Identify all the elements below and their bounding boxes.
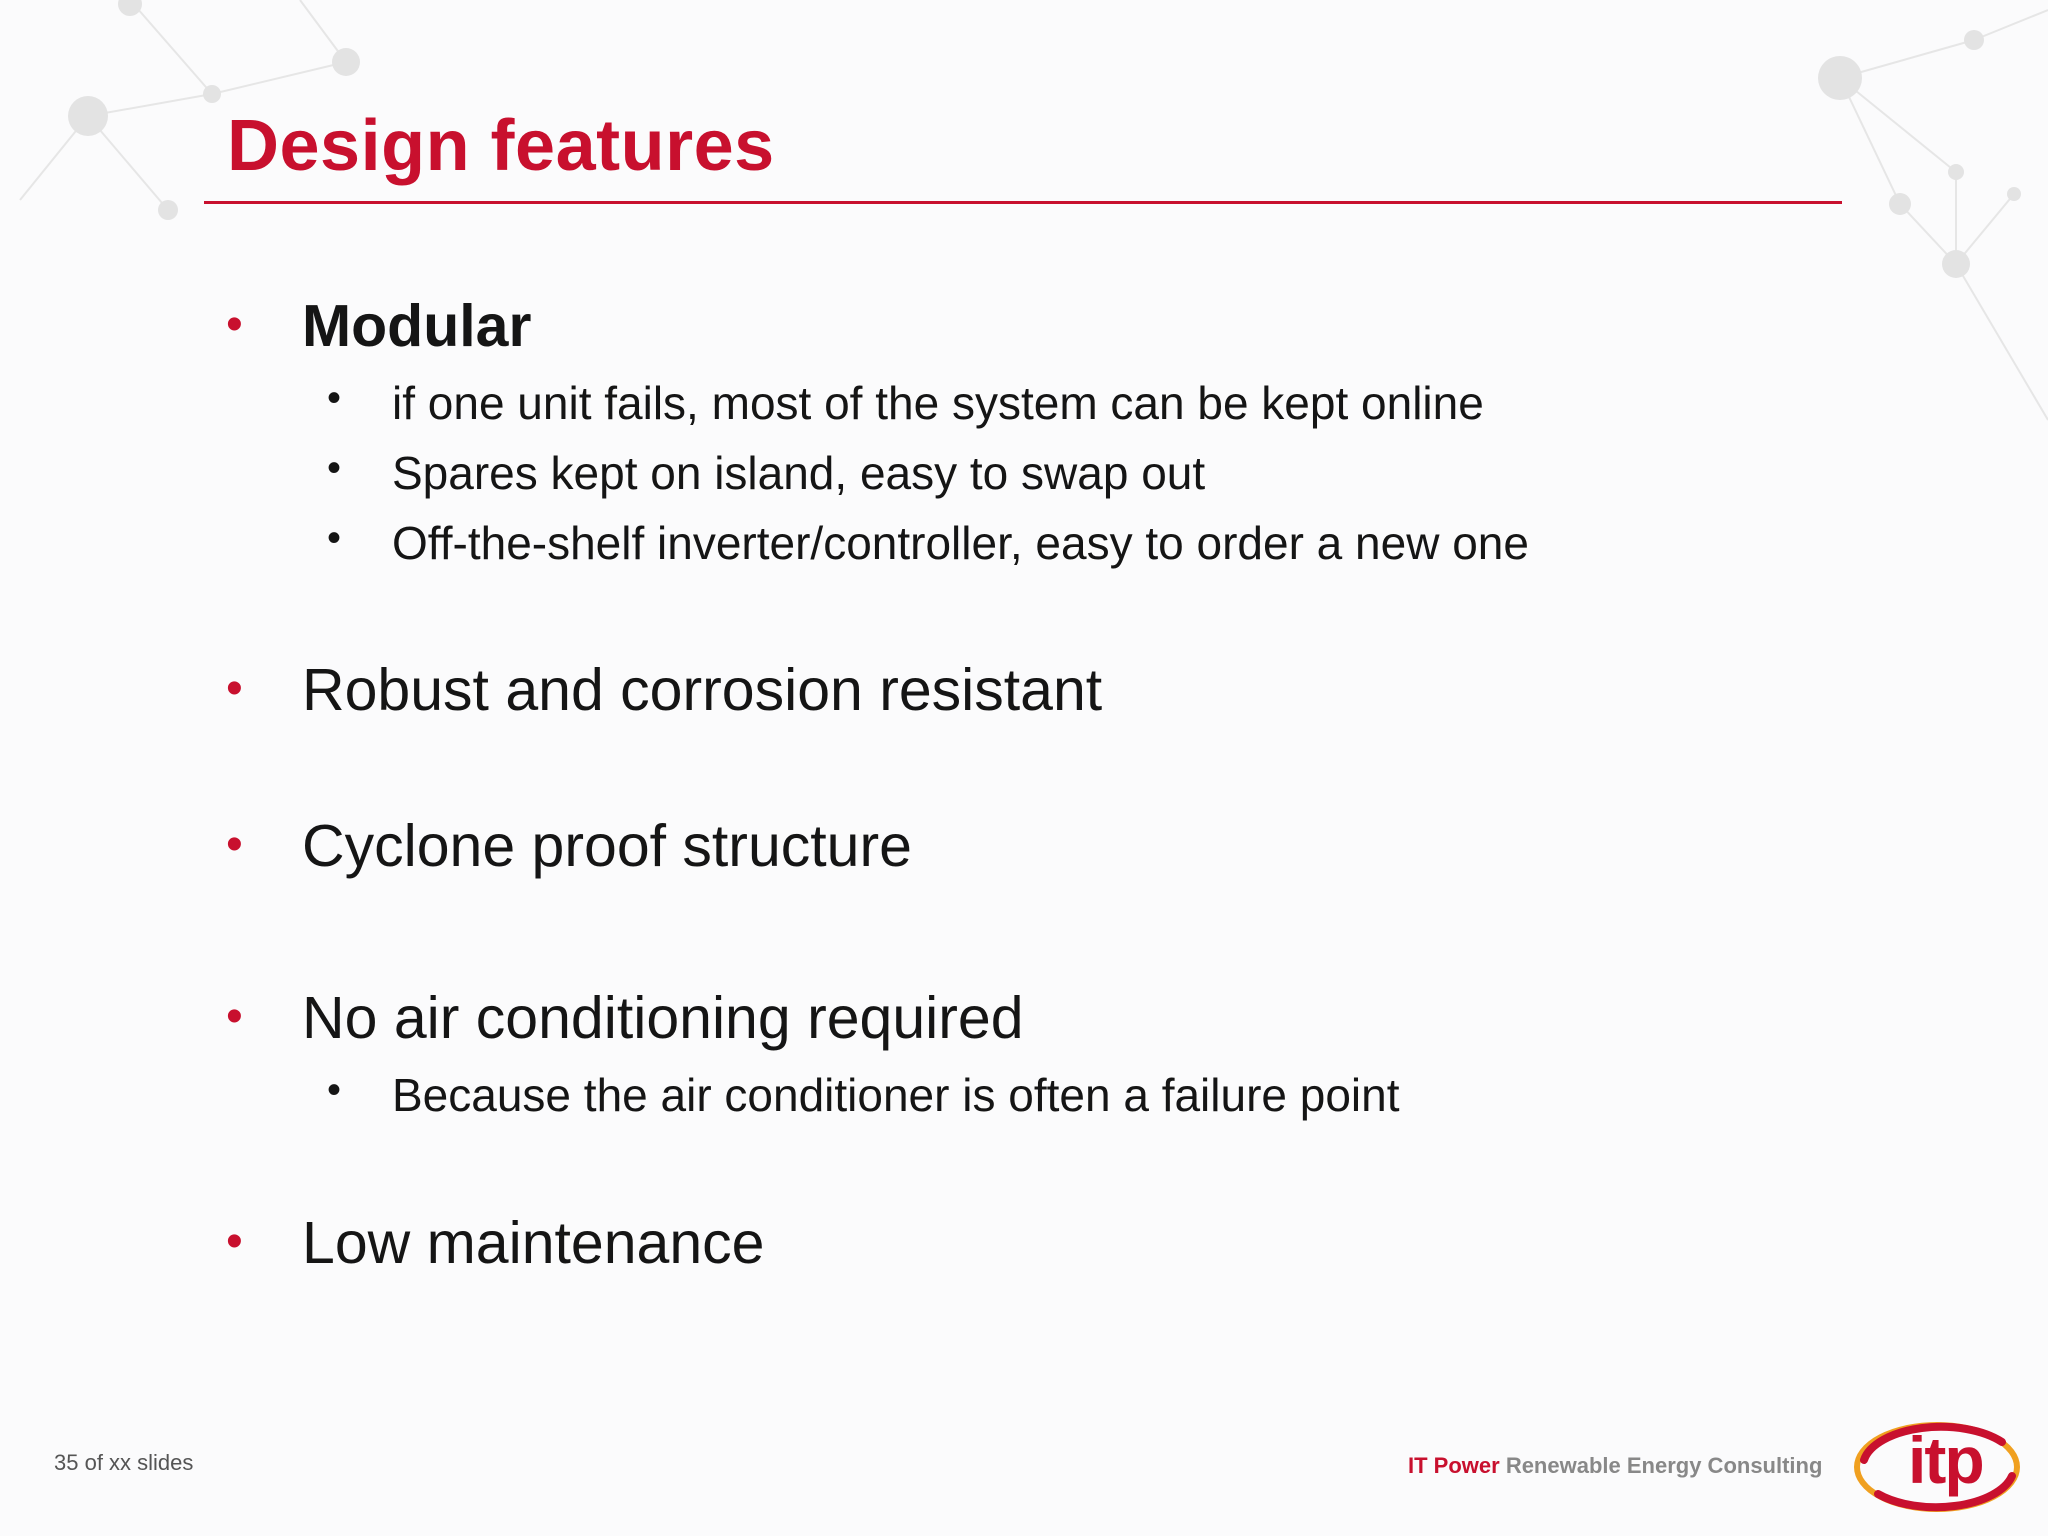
bullet-dot: • [226, 298, 243, 351]
bullet-robust: Robust and corrosion resistant [302, 657, 1103, 723]
brand-descriptor: Renewable Energy Consulting [1505, 1453, 1823, 1478]
slide-counter: 35 of xx slides [54, 1450, 194, 1475]
sub-bullet-item: Spares kept on island, easy to swap out [392, 447, 1206, 499]
slide-title: Design features [227, 106, 775, 186]
sub-bullet-dot: • [327, 1068, 342, 1112]
bullet-dot: • [226, 1215, 243, 1268]
sub-bullet-item: if one unit fails, most of the system can be kept online [392, 377, 1484, 429]
sub-bullet-item: Off-the-shelf inverter/controller, easy to order a new one [392, 517, 1529, 569]
sub-bullet-dot: • [327, 516, 342, 560]
bullet-cyclone: Cyclone proof structure [302, 813, 912, 879]
logo-wordmark: itp [1908, 1423, 1983, 1497]
brand-tagline [1408, 1453, 1822, 1479]
sub-bullet-item: Because the air conditioner is often a failure point [392, 1069, 1400, 1121]
bullet-dot: • [226, 818, 243, 871]
bullet-dot: • [226, 990, 243, 1043]
bullet-dot: • [226, 662, 243, 715]
sub-bullet-dot: • [327, 376, 342, 420]
bullet-modular: Modular [302, 293, 532, 359]
sub-bullet-dot: • [327, 446, 342, 490]
brand-name: IT Power [1408, 1453, 1500, 1478]
bullet-no-air-conditioning: No air conditioning required [302, 985, 1024, 1051]
bullet-low-maintenance: Low maintenance [302, 1210, 765, 1276]
